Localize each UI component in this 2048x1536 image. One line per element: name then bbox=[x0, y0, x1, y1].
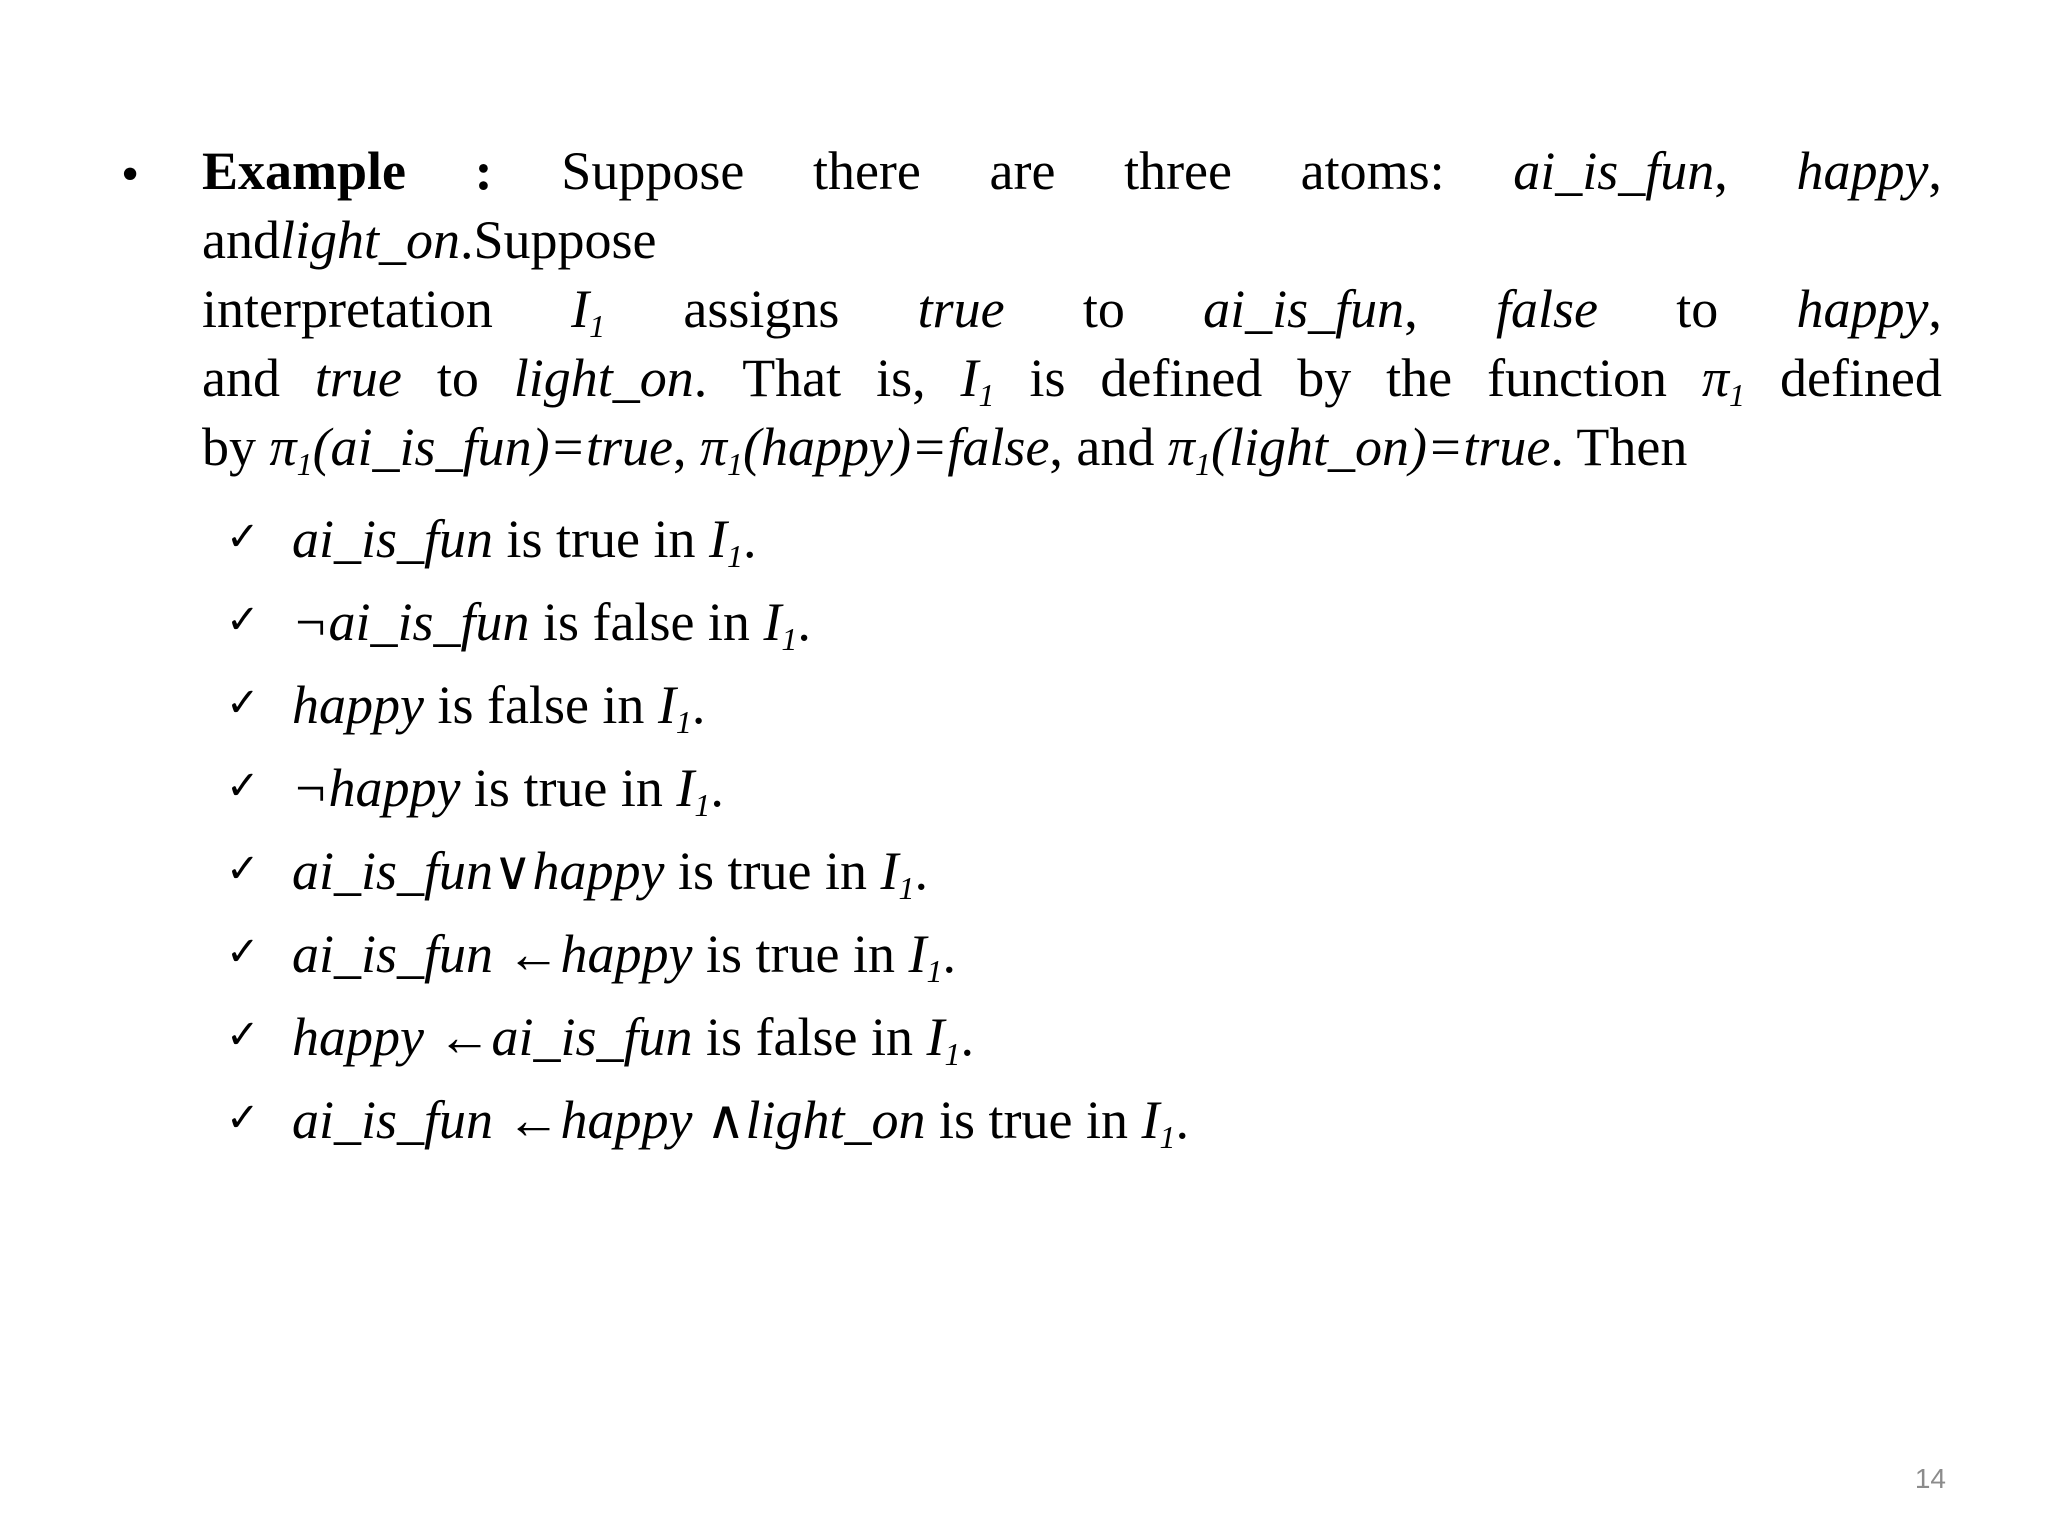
example-label: Example bbox=[202, 141, 407, 201]
atom-ai-is-fun: ai_is_fun, bbox=[1513, 141, 1728, 201]
word: is bbox=[1029, 348, 1066, 408]
word: are bbox=[989, 141, 1056, 201]
checkmark-icon: ✓ bbox=[226, 846, 260, 892]
pi-symbol: $\pi_1$ bbox=[1701, 348, 1746, 413]
list-item: ✓ ai_is_fun∨happy is true in $I_1$. bbox=[226, 830, 1189, 913]
word: to bbox=[1082, 279, 1125, 339]
paragraph-line-3 bbox=[202, 275, 1942, 344]
word: defined bbox=[1779, 348, 1942, 408]
word: atoms: bbox=[1300, 141, 1445, 201]
word: light_on. bbox=[513, 348, 708, 408]
word: happy, bbox=[1796, 279, 1942, 339]
list-item: ✓ ¬ai_is_fun is false in $I_1$. bbox=[226, 581, 1189, 664]
paragraph-line-1 bbox=[202, 137, 1942, 206]
list-item: ✓ ¬happy is true in $I_1$. bbox=[226, 747, 1189, 830]
paragraph-line-4 bbox=[202, 344, 1942, 413]
checkmark-icon: ✓ bbox=[226, 929, 260, 975]
list-item: ✓ ai_is_fun is true in $I_1$. bbox=[226, 498, 1189, 581]
truth-checklist bbox=[226, 498, 1189, 1162]
checkmark-icon: ✓ bbox=[226, 763, 260, 809]
word: assigns bbox=[683, 279, 840, 339]
word: to bbox=[1676, 279, 1719, 339]
word: ai_is_fun, bbox=[1203, 279, 1418, 339]
example-paragraph bbox=[202, 137, 1942, 482]
checkmark-icon: ✓ bbox=[226, 514, 260, 560]
paragraph-line-2: andlight_on.Suppose bbox=[202, 210, 657, 270]
word: Suppose bbox=[561, 141, 745, 201]
list-item: ✓ happy is false in $I_1$. bbox=[226, 664, 1189, 747]
list-item: ✓ ai_is_fun ←happy ∧light_on is true in $I_1$. bbox=[226, 1079, 1189, 1162]
word: and bbox=[202, 348, 280, 408]
bullet-icon: • bbox=[121, 146, 140, 203]
interpretation-symbol: $I_1$ bbox=[571, 279, 606, 344]
word: function bbox=[1487, 348, 1668, 408]
word: defined bbox=[1100, 348, 1263, 408]
word: That bbox=[742, 348, 842, 408]
word: to bbox=[436, 348, 479, 408]
paragraph-line-5: by $\pi_1(ai\_is\_fun)=true$, $\pi_1(happy)=false$, and $\pi_1(light\_on)=true$. Then bbox=[202, 417, 1688, 482]
list-item: ✓ happy ←ai_is_fun is false in $I_1$. bbox=[226, 996, 1189, 1079]
word: the bbox=[1386, 348, 1453, 408]
page-number: 14 bbox=[1914, 1463, 1946, 1494]
checkmark-icon: ✓ bbox=[226, 1095, 260, 1141]
word: is, bbox=[876, 348, 926, 408]
checkmark-icon: ✓ bbox=[226, 680, 260, 726]
interpretation-symbol: $I_1$ bbox=[960, 348, 995, 413]
word: false bbox=[1495, 279, 1598, 339]
word: true bbox=[917, 279, 1005, 339]
list-item: ✓ ai_is_fun ←happy is true in $I_1$. bbox=[226, 913, 1189, 996]
word: true bbox=[314, 348, 402, 408]
word: interpretation bbox=[202, 279, 493, 339]
example-colon: : bbox=[474, 141, 493, 201]
word: there bbox=[812, 141, 921, 201]
word: by bbox=[1297, 348, 1352, 408]
checkmark-icon: ✓ bbox=[226, 597, 260, 643]
checkmark-icon: ✓ bbox=[226, 1012, 260, 1058]
word: three bbox=[1124, 141, 1232, 201]
atom-happy: happy, bbox=[1796, 141, 1942, 201]
